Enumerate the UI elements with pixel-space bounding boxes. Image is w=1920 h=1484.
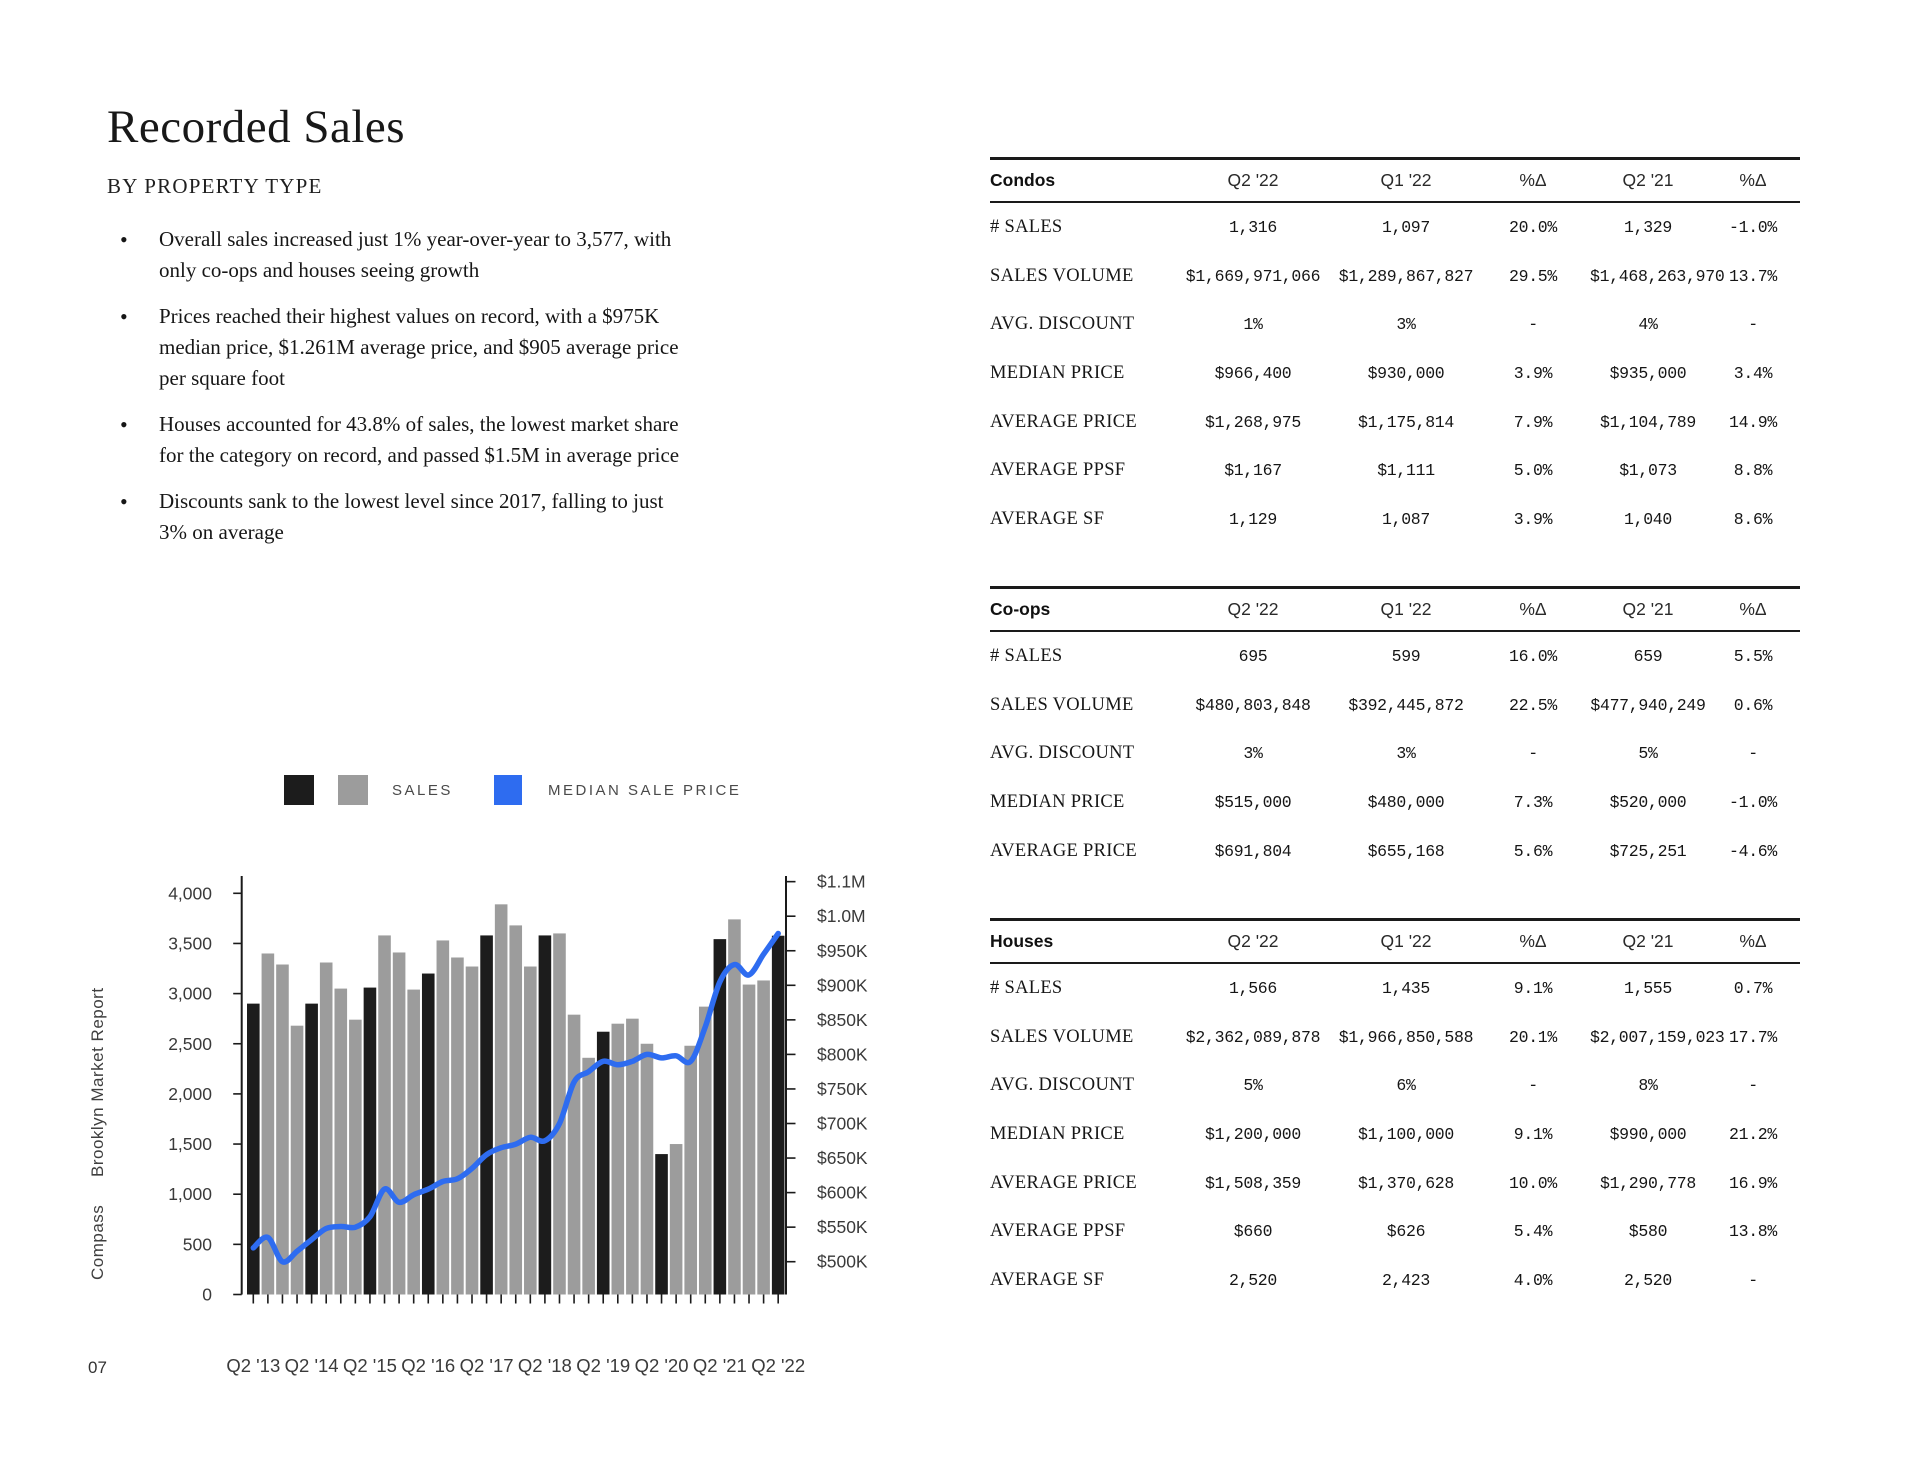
cell-value: 0.6% — [1733, 695, 1773, 715]
row-label: AVERAGE PRICE — [990, 840, 1137, 861]
sales-bar — [364, 988, 377, 1295]
table-condos — [990, 157, 1800, 544]
left-axis-tick-label: 2,500 — [168, 1033, 212, 1054]
legend-label-sales: SALES — [392, 782, 453, 799]
cell-value: 13.7% — [1728, 266, 1777, 286]
cell-value: $515,000 — [1214, 792, 1292, 812]
sales-bar — [378, 935, 391, 1294]
table-row — [990, 632, 1800, 681]
table-row — [990, 398, 1800, 447]
sales-bar — [597, 1032, 610, 1295]
sidebar-brand: Compass — [88, 1204, 107, 1280]
cell-value: $1,370,628 — [1357, 1173, 1455, 1193]
right-axis-tick-label: $550K — [817, 1217, 868, 1238]
row-label: MEDIAN PRICE — [990, 791, 1125, 812]
cell-value: 16.9% — [1728, 1173, 1777, 1193]
sales-bar — [320, 963, 333, 1295]
row-label: AVERAGE PPSF — [990, 460, 1126, 481]
cell-value: 695 — [1238, 646, 1268, 666]
sales-bar — [539, 935, 552, 1294]
bullet-item: • Prices reached their highest values on record, with a $975K median price, $1.261M average price, and $905 average price per square foot — [118, 301, 696, 394]
table-row — [990, 495, 1800, 544]
row-label: AVG. DISCOUNT — [990, 314, 1135, 335]
sales-bar — [466, 967, 479, 1295]
row-label: AVERAGE PRICE — [990, 1172, 1137, 1193]
right-axis-tick-label: $750K — [817, 1078, 868, 1099]
page-title: Recorded Sales — [107, 101, 406, 153]
right-axis-tick-label: $700K — [817, 1113, 868, 1134]
right-axis-tick-label: $500K — [817, 1251, 868, 1272]
bullet-item: • Houses accounted for 43.8% of sales, the lowest market share for the category on record, and passed $1.5M in average price — [118, 409, 696, 471]
column-header: Q2 '21 — [1622, 599, 1674, 619]
left-axis-tick-label: 1,000 — [168, 1184, 212, 1205]
cell-value: $1,175,814 — [1357, 412, 1455, 432]
column-header: Q2 '22 — [1227, 599, 1279, 619]
row-label: AVG. DISCOUNT — [990, 743, 1135, 764]
cell-value: 16.0% — [1508, 646, 1557, 666]
x-axis-label: Q2 '13 — [226, 1355, 281, 1376]
cell-value: 5.0% — [1513, 461, 1553, 481]
sales-bar — [451, 957, 464, 1294]
row-label: # SALES — [990, 216, 1063, 237]
cell-value: 2,423 — [1381, 1270, 1430, 1290]
cell-value: 22.5% — [1508, 695, 1557, 715]
x-axis-label: Q2 '18 — [517, 1355, 572, 1376]
sales-bar — [641, 1044, 654, 1295]
row-label: MEDIAN PRICE — [990, 362, 1125, 383]
cell-value: 5.6% — [1513, 841, 1553, 861]
cell-value: 7.9% — [1513, 412, 1553, 432]
cell-value: $626 — [1386, 1222, 1426, 1242]
x-axis-label: Q2 '15 — [342, 1355, 397, 1376]
row-label: SALES VOLUME — [990, 694, 1134, 715]
row-label: # SALES — [990, 645, 1063, 666]
cell-value: 3.9% — [1513, 363, 1553, 383]
cell-value: $392,445,872 — [1348, 695, 1464, 715]
cell-value: - — [1748, 1076, 1758, 1096]
cell-value: $520,000 — [1609, 792, 1687, 812]
sales-bar — [524, 967, 537, 1295]
table-row — [990, 203, 1800, 252]
sales-bar — [699, 1007, 712, 1295]
sales-bar — [393, 952, 406, 1294]
cell-value: $2,362,089,878 — [1185, 1027, 1321, 1047]
cell-value: $1,508,359 — [1204, 1173, 1302, 1193]
sales-bar — [349, 1020, 362, 1295]
x-axis-label: Q2 '17 — [459, 1355, 514, 1376]
cell-value: 10.0% — [1508, 1173, 1557, 1193]
sales-bar — [684, 1046, 697, 1295]
sales-bar — [305, 1004, 318, 1295]
row-label: SALES VOLUME — [990, 265, 1134, 286]
table-row — [990, 252, 1800, 301]
cell-value: 659 — [1633, 646, 1663, 666]
left-axis-tick-label: 3,000 — [168, 983, 212, 1004]
cell-value: 599 — [1391, 646, 1421, 666]
cell-value: $1,100,000 — [1357, 1124, 1455, 1144]
cell-value: - — [1748, 744, 1758, 764]
page-number: 07 — [88, 1358, 107, 1377]
table-row — [990, 778, 1800, 827]
column-header: %Δ — [1739, 170, 1767, 190]
cell-value: 3% — [1243, 744, 1263, 764]
column-header: %Δ — [1519, 931, 1547, 951]
cell-value: $990,000 — [1609, 1124, 1687, 1144]
sales-bar — [743, 985, 756, 1295]
table-header-row — [990, 921, 1800, 964]
cell-value: $1,669,971,066 — [1185, 266, 1321, 286]
row-label: AVERAGE PPSF — [990, 1221, 1126, 1242]
table-row — [990, 964, 1800, 1013]
table-row — [990, 349, 1800, 398]
column-header: %Δ — [1519, 170, 1547, 190]
cell-value: 17.7% — [1728, 1027, 1777, 1047]
sales-bar — [334, 989, 347, 1295]
cell-value: $660 — [1233, 1222, 1273, 1242]
column-header: %Δ — [1519, 599, 1547, 619]
table-row — [990, 1110, 1800, 1159]
sales-bar — [568, 1015, 581, 1295]
cell-value: 1,566 — [1228, 978, 1277, 998]
cell-value: 14.9% — [1728, 412, 1777, 432]
sales-bar — [728, 919, 741, 1294]
cell-value: 3% — [1396, 315, 1416, 335]
cell-value: $480,000 — [1367, 792, 1445, 812]
cell-value: - — [1528, 315, 1538, 335]
table-title: Condos — [990, 170, 1056, 190]
cell-value: 2,520 — [1228, 1270, 1277, 1290]
sales-bar — [480, 935, 493, 1294]
cell-value: 5% — [1243, 1076, 1263, 1096]
cell-value: 8% — [1638, 1076, 1658, 1096]
left-axis-tick-label: 4,000 — [168, 883, 212, 904]
column-header: Q2 '22 — [1227, 931, 1279, 951]
column-header: Q2 '21 — [1622, 170, 1674, 190]
cell-value: 2,520 — [1623, 1270, 1672, 1290]
row-label: AVERAGE SF — [990, 1269, 1105, 1290]
table-co-ops — [990, 586, 1800, 875]
row-label: AVG. DISCOUNT — [990, 1075, 1135, 1096]
table-row — [990, 1159, 1800, 1208]
cell-value: 4.0% — [1513, 1270, 1553, 1290]
row-label: # SALES — [990, 977, 1063, 998]
sales-bar — [582, 1058, 595, 1295]
left-axis-tick-label: 1,500 — [168, 1134, 212, 1155]
sales-bar — [422, 974, 435, 1295]
cell-value: 3.9% — [1513, 509, 1553, 529]
cell-value: 1,555 — [1623, 978, 1672, 998]
cell-value: 1% — [1243, 315, 1263, 335]
cell-value: $1,073 — [1619, 461, 1677, 481]
cell-value: $480,803,848 — [1195, 695, 1311, 715]
sidebar-report-title: Brooklyn Market Report — [88, 987, 107, 1177]
table-row — [990, 1256, 1800, 1305]
cell-value: 1,329 — [1623, 217, 1672, 237]
table-header-row — [990, 589, 1800, 632]
sales-bar — [437, 940, 450, 1294]
cell-value: 20.1% — [1508, 1027, 1557, 1047]
cell-value: 1,087 — [1381, 509, 1430, 529]
table-houses — [990, 918, 1800, 1305]
table-header-row — [990, 160, 1800, 203]
cell-value: 9.1% — [1513, 1124, 1553, 1144]
cell-value: 9.1% — [1513, 978, 1553, 998]
row-label: SALES VOLUME — [990, 1026, 1134, 1047]
cell-value: - — [1748, 1270, 1758, 1290]
cell-value: $1,200,000 — [1204, 1124, 1302, 1144]
cell-value: 6% — [1396, 1076, 1416, 1096]
cell-value: $1,104,789 — [1599, 412, 1697, 432]
right-axis-tick-label: $1.1M — [817, 871, 866, 892]
x-axis-label: Q2 '16 — [401, 1355, 456, 1376]
table-row — [990, 827, 1800, 876]
cell-value: 7.3% — [1513, 792, 1553, 812]
left-axis-tick-label: 2,000 — [168, 1083, 212, 1104]
cell-value: 0.7% — [1733, 978, 1773, 998]
cell-value: - — [1528, 1076, 1538, 1096]
cell-value: 1,040 — [1623, 509, 1672, 529]
table-title: Co-ops — [990, 599, 1051, 619]
column-header: Q1 '22 — [1380, 931, 1432, 951]
bullet-item: • Discounts sank to the lowest level since 2017, falling to just 3% on average — [118, 486, 696, 548]
right-axis-tick-label: $650K — [817, 1148, 868, 1169]
cell-value: $1,290,778 — [1599, 1173, 1697, 1193]
column-header: %Δ — [1739, 599, 1767, 619]
right-axis-tick-label: $800K — [817, 1044, 868, 1065]
sales-bar — [276, 965, 289, 1295]
x-axis-label: Q2 '22 — [751, 1355, 806, 1376]
cell-value: -4.6% — [1728, 841, 1777, 861]
cell-value: 1,097 — [1381, 217, 1430, 237]
cell-value: 5.5% — [1733, 646, 1773, 666]
x-axis-label: Q2 '19 — [576, 1355, 631, 1376]
cell-value: $691,804 — [1214, 841, 1292, 861]
cell-value: 1,129 — [1228, 509, 1277, 529]
cell-value: $1,468,263,970 — [1590, 266, 1725, 286]
sales-bar — [772, 936, 785, 1295]
sales-bar — [670, 1144, 683, 1294]
cell-value: 8.6% — [1733, 509, 1773, 529]
cell-value: $966,400 — [1214, 363, 1292, 383]
table-row — [990, 300, 1800, 349]
cell-value: $477,940,249 — [1590, 695, 1706, 715]
page-subtitle: BY PROPERTY TYPE — [107, 174, 323, 198]
cell-value: $580 — [1628, 1222, 1668, 1242]
cell-value: 13.8% — [1728, 1222, 1777, 1242]
table-row — [990, 1013, 1800, 1062]
table-row — [990, 446, 1800, 495]
right-axis-tick-label: $600K — [817, 1182, 868, 1203]
cell-value: 20.0% — [1508, 217, 1557, 237]
cell-value: 1,316 — [1228, 217, 1277, 237]
row-label: MEDIAN PRICE — [990, 1123, 1125, 1144]
sales-bar — [495, 904, 508, 1294]
cell-value: $930,000 — [1367, 363, 1445, 383]
right-axis-tick-label: $950K — [817, 940, 868, 961]
left-axis-tick-label: 0 — [202, 1284, 212, 1305]
cell-value: $1,289,867,827 — [1338, 266, 1474, 286]
cell-value: $655,168 — [1367, 841, 1445, 861]
left-axis-tick-label: 3,500 — [168, 933, 212, 954]
cell-value: 21.2% — [1728, 1124, 1777, 1144]
column-header: Q1 '22 — [1380, 170, 1432, 190]
cell-value: - — [1528, 744, 1538, 764]
sales-bar — [655, 1154, 668, 1294]
column-header: Q2 '22 — [1227, 170, 1279, 190]
cell-value: 8.8% — [1733, 461, 1773, 481]
x-axis-label: Q2 '14 — [284, 1355, 339, 1376]
cell-value: -1.0% — [1728, 217, 1777, 237]
cell-value: 29.5% — [1508, 266, 1557, 286]
sales-bar — [407, 990, 420, 1295]
cell-value: 5% — [1638, 744, 1658, 764]
x-axis-label: Q2 '20 — [634, 1355, 689, 1376]
cell-value: -1.0% — [1728, 792, 1777, 812]
cell-value: 3.4% — [1733, 363, 1773, 383]
cell-value: $1,966,850,588 — [1338, 1027, 1474, 1047]
row-label: AVERAGE PRICE — [990, 411, 1137, 432]
right-axis-tick-label: $900K — [817, 975, 868, 996]
right-axis-tick-label: $850K — [817, 1009, 868, 1030]
cell-value: 3% — [1396, 744, 1416, 764]
cell-value: $2,007,159,023 — [1590, 1027, 1725, 1047]
cell-value: $935,000 — [1609, 363, 1687, 383]
cell-value: - — [1748, 315, 1758, 335]
cell-value: 4% — [1638, 315, 1658, 335]
left-axis-tick-label: 500 — [182, 1234, 212, 1255]
table-row — [990, 681, 1800, 730]
cell-value: 1,435 — [1381, 978, 1430, 998]
table-row — [990, 1207, 1800, 1256]
bullet-item: • Overall sales increased just 1% year-over-year to 3,577, with only co-ops and houses seeing growth — [118, 224, 696, 286]
legend-label-median-price: MEDIAN SALE PRICE — [548, 782, 742, 799]
cell-value: $725,251 — [1609, 841, 1687, 861]
cell-value: $1,268,975 — [1204, 412, 1302, 432]
cell-value: 5.4% — [1513, 1222, 1553, 1242]
table-title: Houses — [990, 931, 1054, 951]
row-label: AVERAGE SF — [990, 508, 1105, 529]
sales-bar — [509, 925, 522, 1294]
column-header: Q2 '21 — [1622, 931, 1674, 951]
cell-value: $1,167 — [1224, 461, 1282, 481]
sales-bar — [757, 980, 770, 1294]
right-axis-tick-label: $1.0M — [817, 906, 866, 927]
column-header: Q1 '22 — [1380, 599, 1432, 619]
table-row — [990, 729, 1800, 778]
table-row — [990, 1061, 1800, 1110]
cell-value: $1,111 — [1377, 461, 1435, 481]
x-axis-label: Q2 '21 — [692, 1355, 747, 1376]
column-header: %Δ — [1739, 931, 1767, 951]
sales-bar — [247, 1004, 260, 1295]
